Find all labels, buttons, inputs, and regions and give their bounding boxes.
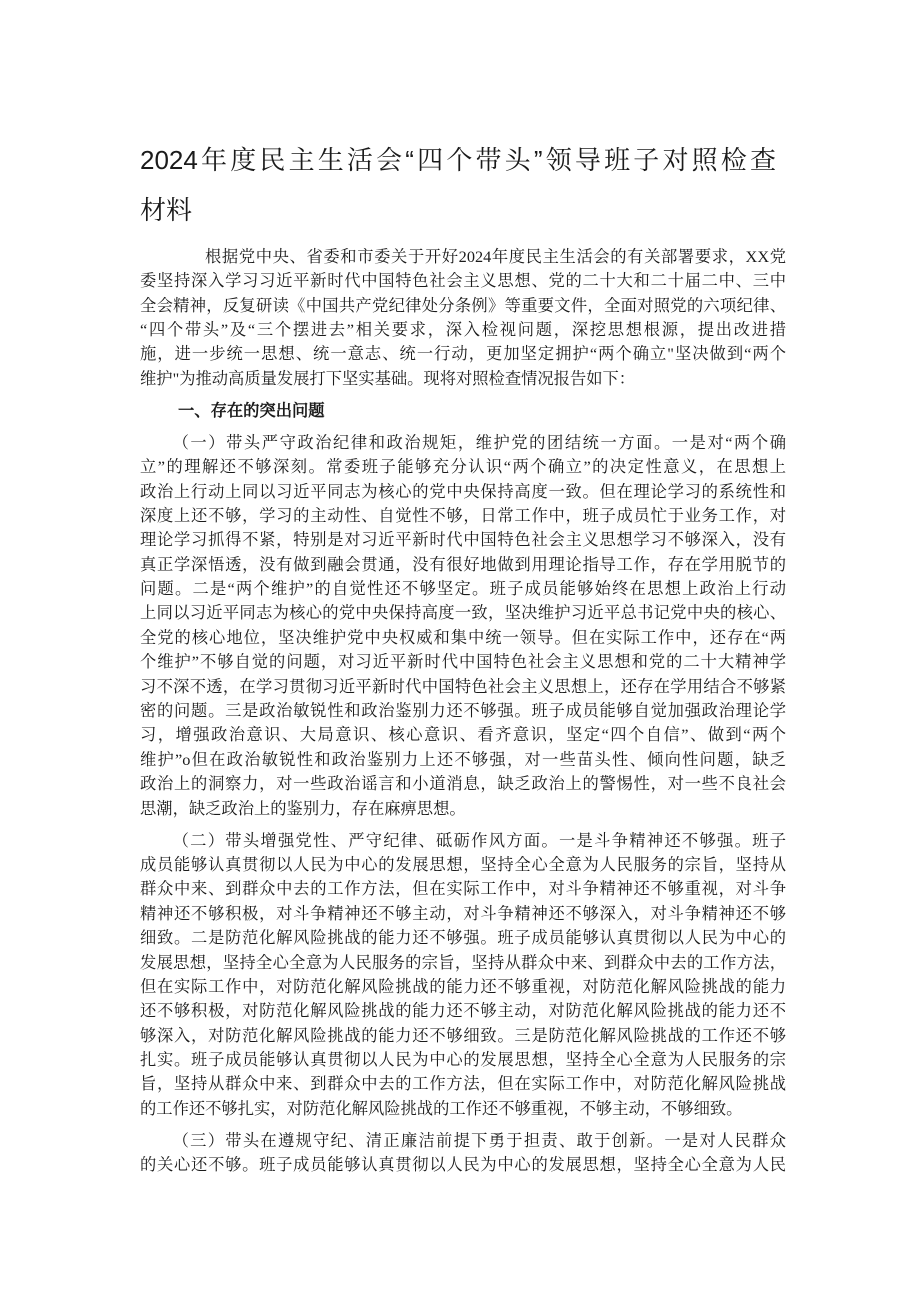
text-line: 旨，坚持从群众中来、到群众中去的工作方法，但在实际工作中，对防范化解风险挑战 [140, 1074, 786, 1094]
text-line: 习，增强政治意识、大局意识、核心意识、看齐意识，坚定“四个自信”、做到“两个 [140, 725, 786, 745]
text-line: 精神还不够积极，对斗争精神还不够主动，对斗争精神还不够深入，对斗争精神还不够 [140, 903, 786, 923]
item-paragraph-3 [140, 1129, 786, 1178]
intro-paragraph [140, 245, 786, 391]
text-line: “四个带头”及“三个摆进去”相关要求，深入检视问题，深挖思想根源，提出改进措 [140, 319, 786, 339]
text-line: 政治上的洞察力，对一些政治谣言和小道消息，缺乏政治上的警惕性，对一些不良社会 [140, 774, 786, 794]
text-line: 细致。二是防范化解风险挑战的能力还不够强。班子成员能够认真贯彻以人民为中心的 [140, 928, 786, 948]
text-line: 习不深不透，在学习贯彻习近平新时代中国特色社会主义思想上，还存在学用结合不够紧 [140, 676, 786, 696]
text-line: 施，进一步统一思想、统一意志、统一行动，更加坚定拥护“两个确立"坚决做到“两个 [140, 344, 786, 364]
text-line: 思潮，缺乏政治上的鉴别力，存在麻痹思想。 [140, 798, 466, 818]
text-line: 个维护”不够自觉的问题，对习近平新时代中国特色社会主义思想和党的二十大精神学 [140, 652, 786, 672]
text-line: 的工作还不够扎实，对防范化解风险挑战的工作还不够重视，不够主动，不够细致。 [140, 1098, 743, 1118]
text-line: 理论学习抓得不紧，特别是对习近平新时代中国特色社会主义思想学习不够深入，没有 [140, 530, 786, 550]
text-line: 群众中来、到群众中去的工作方法，但在实际工作中，对斗争精神还不够重视，对斗争 [140, 879, 786, 899]
text-line: 发展思想，坚持全心全意为人民服务的宗旨，坚持从群众中来、到群众中去的工作方法， [140, 952, 786, 972]
item-paragraph-2 [140, 829, 786, 1122]
text-line: 但在实际工作中，对防范化解风险挑战的能力还不够重视，对防范化解风险挑战的能力 [140, 976, 786, 996]
text-line: 维护”o但在政治敏锐性和政治鉴别力上还不够强，对一些苗头性、倾向性问题，缺乏 [140, 749, 786, 769]
section-heading: 一、存在的突出问题 [178, 401, 325, 420]
text-line: 深度上还不够，学习的主动性、自觉性不够，日常工作中，班子成员忙于业务工作，对 [140, 505, 786, 525]
text-line: 政治上行动上同以习近平同志为核心的党中央保持高度一致。但在理论学习的系统性和 [140, 481, 786, 501]
text-line: 真正学深悟透，没有做到融会贯通，没有很好地做到用理论指导工作，存在学用脱节的 [140, 554, 786, 574]
text-line: 维护"为推动高质量发展打下坚实基础。现将对照检查情况报告如下： [140, 368, 636, 388]
text-line: 全党的核心地位，坚决维护党中央权威和集中统一领导。但在实际工作中，还存在“两 [140, 627, 786, 647]
text-line: 根据党中央、省委和市委关于开好2024年度民主生活会的有关部署要求，XX党 [205, 246, 786, 266]
text-line: （一）带头严守政治纪律和政治规矩，维护党的团结统一方面。一是对“两个确 [172, 432, 786, 452]
document-title [140, 135, 786, 235]
title-line: 材料 [140, 195, 193, 225]
text-line: 委坚持深入学习习近平新时代中国特色社会主义思想、党的二十大和二十届二中、三中 [140, 271, 786, 291]
text-line: 够深入，对防范化解风险挑战的能力还不够细致。三是防范化解风险挑战的工作还不够 [140, 1025, 786, 1045]
text-line: （二）带头增强党性、严守纪律、砥砺作风方面。一是斗争精神还不够强。班子 [172, 830, 786, 850]
text-line: 的关心还不够。班子成员能够认真贯彻以人民为中心的发展思想，坚持全心全意为人民 [140, 1155, 786, 1175]
document-body [140, 135, 786, 1178]
text-line: 成员能够认真贯彻以人民为中心的发展思想，坚持全心全意为人民服务的宗旨，坚持从 [140, 854, 786, 874]
text-line: 密的问题。三是政治敏锐性和政治鉴别力还不够强。班子成员能够自觉加强政治理论学 [140, 701, 786, 721]
text-line: （三）带头在遵规守纪、清正廉洁前提下勇于担责、敢于创新。一是对人民群众 [172, 1130, 786, 1150]
text-line: 扎实。班子成员能够认真贯彻以人民为中心的发展思想，坚持全心全意为人民服务的宗 [140, 1050, 786, 1070]
text-line: 全会精神，反复研读《中国共产党纪律处分条例》等重要文件，全面对照党的六项纪律、 [140, 295, 786, 315]
text-line: 还不够积极，对防范化解风险挑战的能力还不够主动，对防范化解风险挑战的能力还不 [140, 1001, 786, 1021]
item-paragraph-1 [140, 431, 786, 821]
title-line: 2024年度民主生活会“四个带头”领导班子对照检查 [140, 145, 776, 175]
text-line: 立”的理解还不够深刻。常委班子能够充分认识“两个确立”的决定性意义，在思想上 [140, 457, 786, 477]
text-line: 问题。二是“两个维护”的自觉性还不够坚定。班子成员能够始终在思想上政治上行动 [140, 579, 786, 599]
text-line: 上同以习近平同志为核心的党中央保持高度一致，坚决维护习近平总书记党中央的核心、 [140, 603, 786, 623]
